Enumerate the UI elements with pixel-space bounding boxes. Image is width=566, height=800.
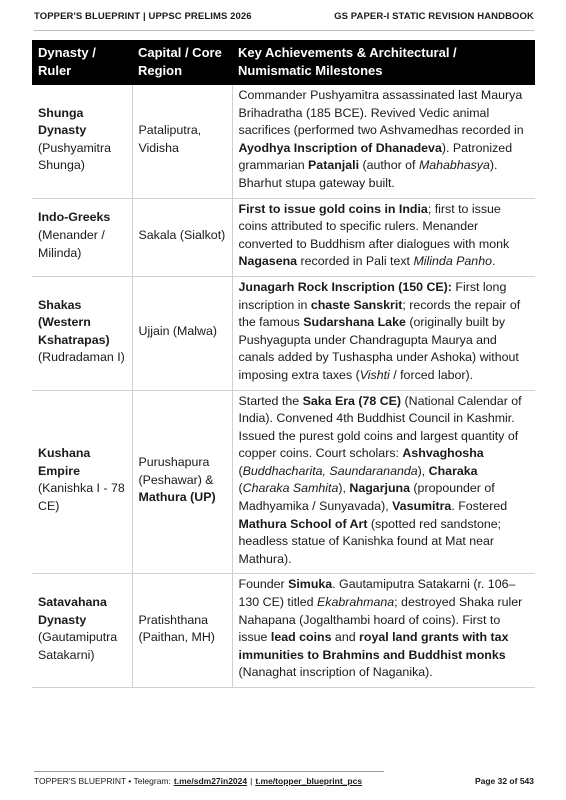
page-number: Page 32 of 543 bbox=[474, 776, 534, 786]
text-run: ). Patronized grammarian bbox=[238, 140, 513, 173]
text-run: Purushapura (Peshawar) & bbox=[138, 455, 214, 487]
footer-divider bbox=[34, 771, 384, 772]
page-header bbox=[34, 11, 534, 22]
emphasis-text: royal land grants with tax immunities to Brahmins and Buddhist monks bbox=[238, 630, 509, 662]
table-row bbox=[32, 276, 535, 390]
footer-separator: | bbox=[250, 776, 253, 786]
emphasis-text: Patanjali bbox=[308, 158, 360, 173]
text-run: (originally built by Pushyagupta under Chandragupta Maurya and canals added by Tushaspha under Ashoka) without imposing extra taxes ( bbox=[238, 315, 519, 382]
dynasty-cell bbox=[32, 574, 132, 688]
table-row bbox=[32, 390, 535, 574]
emphasis-text: Vasumitra bbox=[392, 499, 452, 514]
ruler-name: (Pushyamitra Shunga) bbox=[38, 140, 111, 173]
emphasis-text: Saka Era (78 CE) bbox=[302, 393, 402, 408]
text-run: Sakala (Sialkot) bbox=[138, 227, 226, 242]
dynasty-name: Shunga Dynasty bbox=[38, 105, 87, 138]
text-run: . bbox=[491, 254, 496, 269]
emphasis-text: Simuka bbox=[288, 577, 333, 592]
dynasty-cell bbox=[32, 85, 132, 198]
table-row bbox=[32, 85, 535, 198]
text-run: (author of bbox=[359, 158, 419, 173]
ruler-name: (Rudradaman I) bbox=[38, 350, 125, 365]
capital-cell bbox=[132, 85, 232, 198]
text-run: Started the bbox=[238, 393, 303, 408]
text-run: (National Calendar of India). Convened 4th Buddhist Council in Kashmir. Issued the purest gold coins and largest quantity of copper coins. Court scholars: bbox=[238, 393, 522, 461]
capital-cell bbox=[132, 276, 232, 390]
column-header-achievements: Key Achievements & Architectural / Numismatic Milestones bbox=[232, 40, 535, 85]
dynasty-cell bbox=[32, 276, 132, 390]
text-run: . Fostered bbox=[451, 499, 508, 514]
italic-text: Buddhacharita, Saundarananda bbox=[242, 463, 418, 478]
emphasis-text: Mathura (UP) bbox=[138, 490, 216, 505]
emphasis-text: chaste Sanskrit bbox=[310, 297, 403, 312]
emphasis-text: First to issue gold coins in India bbox=[238, 201, 428, 216]
text-run: ; destroyed Shaka ruler Nahapana (Jogalthambi hoard of coins). First to issue bbox=[238, 595, 523, 645]
dynasty-cell bbox=[32, 198, 132, 276]
emphasis-text: lead coins bbox=[270, 630, 332, 645]
column-header-capital: Capital / Core Region bbox=[132, 40, 232, 85]
achievements-cell bbox=[232, 574, 535, 688]
text-run: Pataliputra, Vidisha bbox=[138, 123, 202, 155]
emphasis-text: Mathura School of Art bbox=[238, 516, 368, 531]
dynasty-name: Shakas (Western Kshatrapas) bbox=[38, 297, 110, 347]
capital-cell bbox=[132, 198, 232, 276]
telegram-link-topper[interactable]: t.me/topper_blueprint_pcs bbox=[255, 776, 363, 786]
text-run: Founder bbox=[238, 577, 289, 592]
text-run: and bbox=[331, 630, 360, 645]
text-run: ). Bharhut stupa gateway built. bbox=[238, 158, 498, 190]
dynasty-name: Kushana Empire bbox=[38, 446, 91, 478]
telegram-link-sdm[interactable]: t.me/sdm27in2024 bbox=[173, 776, 248, 786]
footer-credits bbox=[34, 776, 362, 786]
achievements-cell bbox=[232, 276, 535, 390]
text-run: (propounder of Madhyamika / Sunyavada), bbox=[238, 481, 495, 514]
text-run: ( bbox=[238, 463, 243, 478]
emphasis-text: Charaka bbox=[428, 463, 478, 478]
italic-text: Milinda Panho bbox=[413, 254, 492, 269]
dynasty-table bbox=[32, 40, 535, 688]
table-header-row bbox=[32, 40, 535, 85]
text-run: ; first to issue coins attributed to specific rulers. Menander converted to Buddhism after dialogues with monk bbox=[238, 201, 510, 251]
emphasis-text: Ayodhya Inscription of Dhanadeva bbox=[238, 140, 442, 155]
italic-text: Charaka Samhita bbox=[242, 481, 339, 496]
italic-text: Ekabrahmana bbox=[317, 595, 395, 610]
text-run: ), bbox=[338, 481, 350, 496]
column-header-dynasty: Dynasty / Ruler bbox=[32, 40, 132, 85]
emphasis-text: Ashvaghosha bbox=[402, 446, 484, 461]
text-run: (spotted red sandstone; headless statue of Kanishka found at Mat near Mathura). bbox=[238, 516, 502, 566]
table-row bbox=[32, 574, 535, 688]
achievements-cell bbox=[232, 198, 535, 276]
emphasis-text: Sudarshana Lake bbox=[303, 315, 406, 330]
dynasty-name: Satavahana Dynasty bbox=[38, 595, 107, 627]
header-subtitle: GS PAPER-I STATIC REVISION HANDBOOK bbox=[334, 11, 534, 22]
capital-cell bbox=[132, 390, 232, 574]
capital-cell bbox=[132, 574, 232, 688]
achievements-cell bbox=[232, 390, 535, 574]
dynasty-cell bbox=[32, 390, 132, 574]
footer-prefix: TOPPER'S BLUEPRINT • Telegram: bbox=[34, 776, 171, 786]
text-run: (Nanaghat inscription of Naganika). bbox=[238, 665, 433, 680]
achievements-cell bbox=[232, 85, 535, 198]
header-divider bbox=[34, 30, 534, 31]
ruler-name: (Gautamiputra Satakarni) bbox=[38, 630, 118, 662]
text-run: recorded in Pali text bbox=[297, 254, 414, 269]
text-run: . Gautamiputra Satakarni (r. 106–130 CE) titled bbox=[238, 577, 516, 610]
text-run: ( bbox=[238, 481, 243, 496]
italic-text: Mahabhasya bbox=[418, 158, 490, 173]
header-title: TOPPER'S BLUEPRINT | UPPSC PRELIMS 2026 bbox=[34, 11, 252, 22]
page-footer bbox=[34, 776, 534, 786]
ruler-name: (Menander / Milinda) bbox=[38, 227, 105, 260]
text-run: ; records the repair of the famous bbox=[238, 297, 521, 330]
dynasty-name: Indo-Greeks bbox=[38, 210, 111, 225]
emphasis-text: Junagarh Rock Inscription (150 CE): bbox=[238, 279, 452, 294]
text-run: First long inscription in bbox=[238, 279, 507, 312]
text-run: Commander Pushyamitra assassinated last Maurya Brihadratha (185 BCE). Revived Vedic animal sacrifices (performed two Ashvamedhas recorded in bbox=[238, 88, 524, 138]
text-run: ), bbox=[417, 463, 429, 478]
text-run: Pratishthana (Paithan, MH) bbox=[138, 612, 215, 645]
ruler-name: (Kanishka I - 78 CE) bbox=[38, 481, 125, 514]
text-run: / forced labor). bbox=[389, 367, 474, 382]
italic-text: Vishti bbox=[359, 367, 390, 382]
emphasis-text: Nagasena bbox=[238, 254, 298, 269]
table-row bbox=[32, 198, 535, 276]
emphasis-text: Nagarjuna bbox=[349, 481, 410, 496]
text-run: Ujjain (Malwa) bbox=[138, 323, 217, 338]
